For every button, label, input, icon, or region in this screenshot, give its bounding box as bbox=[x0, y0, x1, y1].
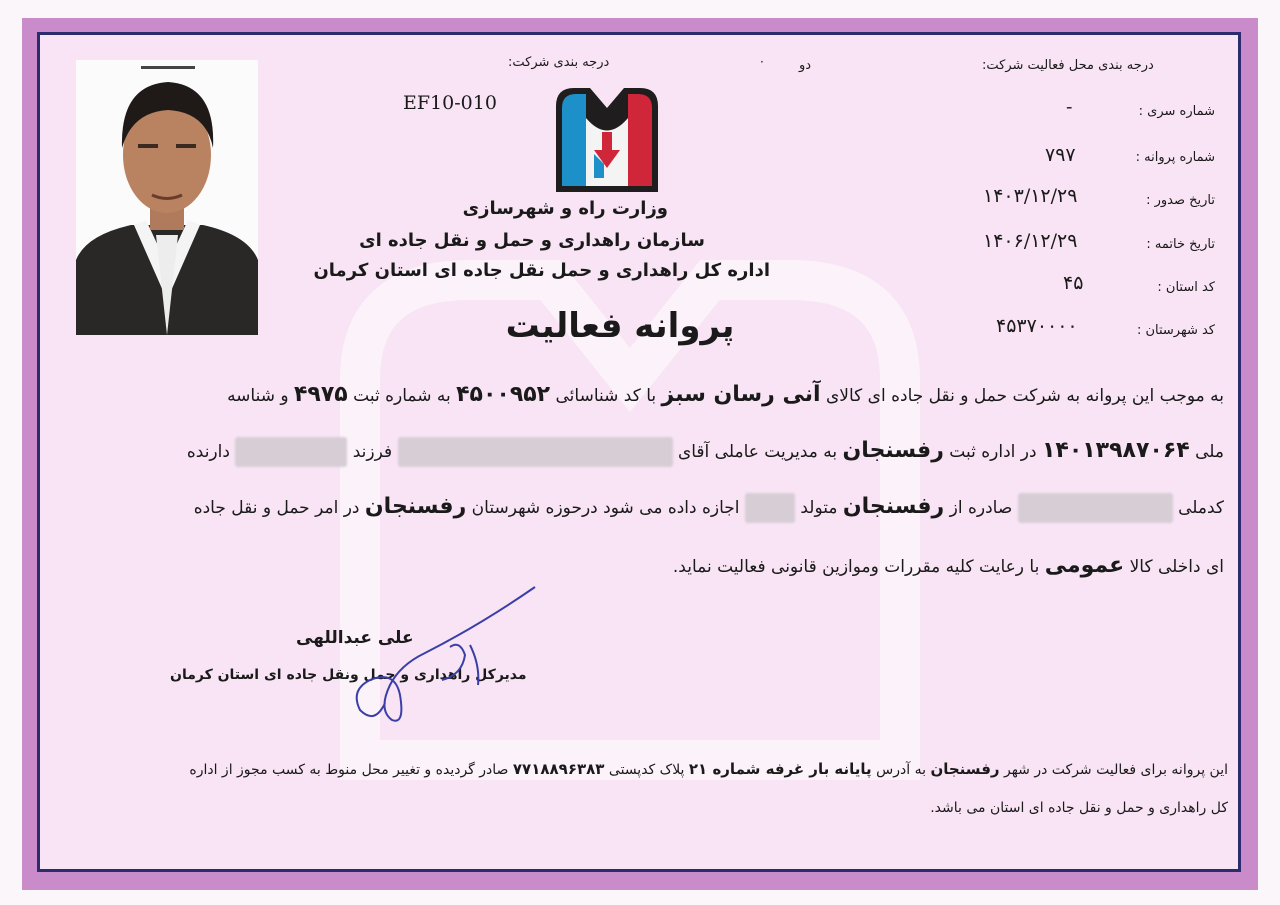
signatory-name: علی عبداللهی bbox=[296, 628, 414, 648]
ministry-logo-icon bbox=[556, 88, 658, 192]
issue-date-value: ۱۴۰۳/۱۲/۲۹ bbox=[983, 185, 1078, 207]
applicant-photo bbox=[76, 60, 258, 335]
city-code-value: ۴۵۳۷۰۰۰۰ bbox=[996, 315, 1078, 337]
expiry-date-value: ۱۴۰۶/۱۲/۲۹ bbox=[983, 230, 1078, 252]
document-title: پروانه فعالیت bbox=[505, 306, 735, 346]
handwritten-signature bbox=[330, 585, 550, 735]
redacted-manager-name bbox=[398, 437, 673, 467]
directorate-title: اداره کل راهداری و حمل نقل جاده ای استان کرمان bbox=[313, 260, 770, 281]
issue-date-label: تاریخ صدور : bbox=[1146, 193, 1215, 208]
body-line-3: کدملی صادره از رفسنجان متولد اجازه داده می شود درحوزه شهرستان رفسنجان در امر حمل و نقل جاده bbox=[194, 493, 1224, 523]
province-code-value: ۴۵ bbox=[1063, 272, 1084, 294]
signatory-title: مدیرکل راهداری و حمل ونقل جاده ای استان کرمان bbox=[170, 667, 527, 683]
redacted-father-name bbox=[235, 437, 347, 467]
license-no-label: شماره پروانه : bbox=[1135, 150, 1215, 165]
dot-mark: · bbox=[760, 55, 764, 69]
series-value: - bbox=[1066, 96, 1073, 118]
city-code-label: کد شهرستان : bbox=[1136, 323, 1215, 338]
body-line-4: ای داخلی کالا عمومی با رعایت کلیه مقررات وموازین قانونی فعالیت نماید. bbox=[672, 553, 1224, 578]
license-no-value: ۷۹۷ bbox=[1045, 144, 1076, 166]
footer-line-2: کل راهداری و حمل و نقل جاده ای استان می باشد. bbox=[930, 800, 1228, 816]
redacted-birth-date bbox=[745, 493, 795, 523]
location-grade-label: درجه بندی محل فعالیت شرکت: bbox=[982, 58, 1154, 73]
body-line-1: به موجب این پروانه به شرکت حمل و نقل جاده ای کالای آنی رسان سبز با کد شناسائی ۴۵۰۰۹۵۲ به شماره ثبت ۴۹۷۵ و شناسه bbox=[227, 382, 1224, 407]
series-label: شماره سری : bbox=[1138, 104, 1215, 119]
ministry-title: وزارت راه و شهرسازی bbox=[462, 198, 668, 219]
expiry-date-label: تاریخ خاتمه : bbox=[1146, 237, 1215, 252]
company-grade-label: درجه بندی شرکت: bbox=[508, 55, 610, 70]
province-code-label: کد استان : bbox=[1157, 280, 1215, 295]
location-grade-value: دو bbox=[799, 58, 812, 73]
form-code: EF10-010 bbox=[403, 92, 497, 114]
redacted-national-code bbox=[1018, 493, 1173, 523]
body-line-2: ملی ۱۴۰۱۳۹۸۷۰۶۴ در اداره ثبت رفسنجان به مدیریت عاملی آقای فرزند دارنده bbox=[187, 437, 1224, 467]
footer-line-1: این پروانه برای فعالیت شرکت در شهر رفسنجان به آدرس پایانه بار غرفه شماره ۲۱ پلاک کدپستی ۷۷۱۸۸۹۶۳۸۳ صادر گردیده و تغییر محل منوط به کسب مجوز از اداره bbox=[189, 760, 1228, 778]
organization-title: سازمان راهداری و حمل و نقل جاده ای bbox=[359, 230, 705, 251]
